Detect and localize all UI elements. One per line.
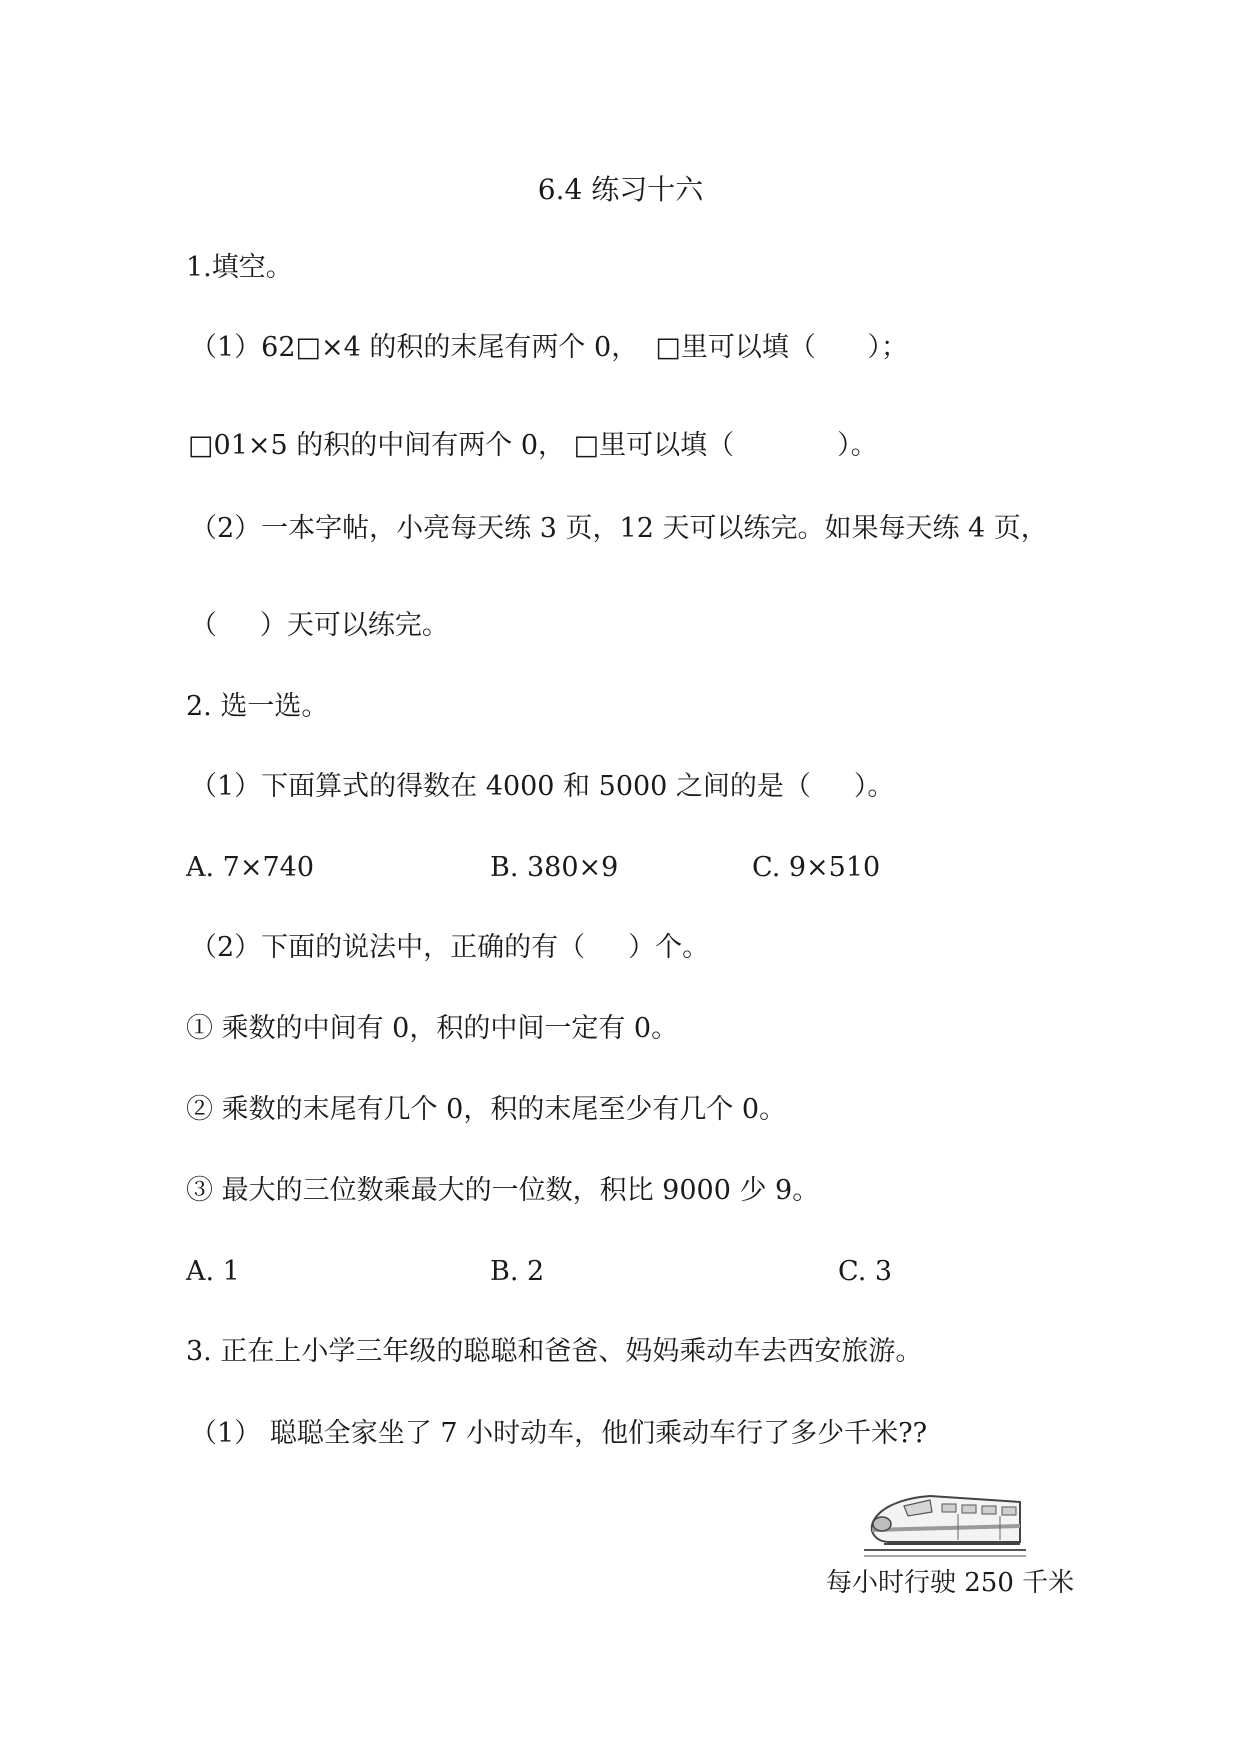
q3-heading: 3. 正在上小学三年级的聪聪和爸爸、妈妈乘动车去西安旅游。 (186, 1336, 923, 1367)
q1-line4: （ ）天可以练完。 (190, 610, 449, 641)
q2-sub1-option-c: C. 9×510 (752, 852, 881, 883)
q2-sub1-option-b: B. 380×9 (490, 852, 619, 883)
q2-heading: 2. 选一选。 (186, 691, 329, 722)
q2-sub2-option-a: A. 1 (186, 1256, 240, 1287)
q2-statement-1: ① 乘数的中间有 0，积的中间一定有 0。 (186, 1013, 679, 1044)
q3-sub1: （1） 聪聪全家坐了 7 小时动车，他们乘动车行了多少千米?? (190, 1418, 928, 1449)
q1-line2: □01×5 的积的中间有两个 0， □里可以填（ ）。 (188, 430, 878, 461)
page-title: 6.4 练习十六 (537, 173, 704, 206)
q2-sub2-option-c: C. 3 (838, 1256, 893, 1287)
q1-heading: 1.填空。 (186, 252, 293, 283)
train-icon (860, 1484, 1030, 1564)
q1-line1: （1）62□×4 的积的末尾有两个 0， □里可以填（ ）； (190, 332, 908, 363)
train-caption: 每小时行驶 250 千米 (826, 1568, 1075, 1598)
q1-line3: （2）一本字帖，小亮每天练 3 页，12 天可以练完。如果每天练 4 页， (190, 513, 1048, 544)
q2-sub2-option-b: B. 2 (490, 1256, 545, 1287)
q2-sub2: （2）下面的说法中，正确的有（ ）个。 (190, 932, 710, 963)
q2-statement-3: ③ 最大的三位数乘最大的一位数，积比 9000 少 9。 (186, 1175, 820, 1206)
q2-sub1-option-a: A. 7×740 (186, 852, 314, 883)
q2-sub1: （1）下面算式的得数在 4000 和 5000 之间的是（ ）。 (190, 771, 895, 802)
q2-statement-2: ② 乘数的末尾有几个 0，积的末尾至少有几个 0。 (186, 1094, 787, 1125)
